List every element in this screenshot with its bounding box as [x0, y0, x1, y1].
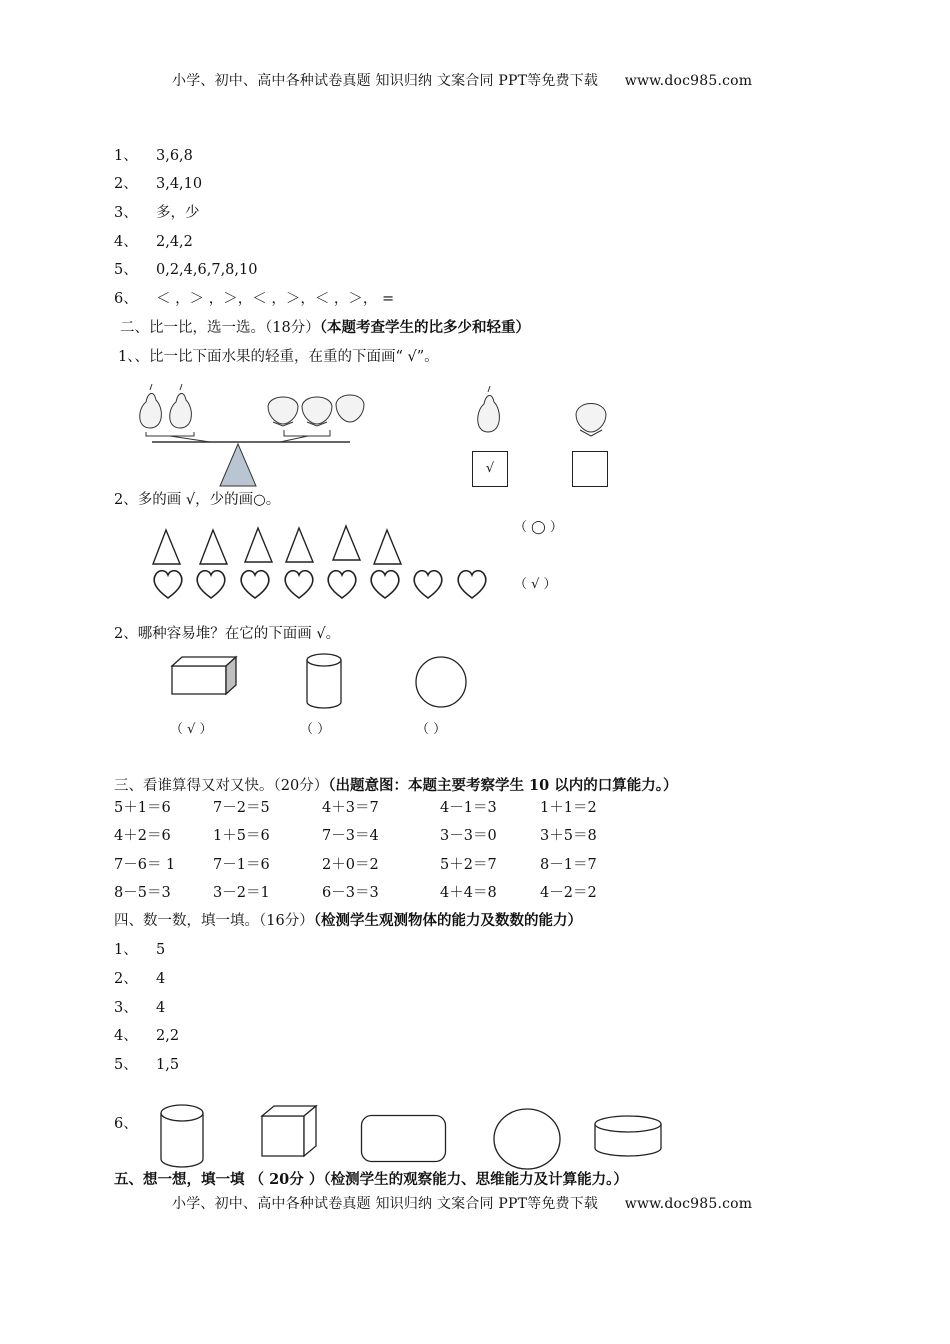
triangle-shape	[200, 530, 227, 564]
s4-item-4: 4、 2,2	[114, 1028, 180, 1044]
heart-shape	[458, 571, 486, 598]
heart-shape	[197, 571, 225, 598]
strawberry-icon	[336, 395, 364, 422]
equation: 4－2＝2	[540, 885, 597, 901]
q3-answer-cylinder: （ ）	[300, 722, 331, 737]
header-text: 小学、初中、高中各种试卷真题 知识归纳 文案合同 PPT等免费下载	[172, 73, 599, 89]
s1-item-4: 4、 2,4,2	[114, 234, 193, 250]
section3-title: 三、看谁算得又对又快。（20分）（出题意图：本题主要考察学生 10 以内的口算能力。）	[114, 777, 678, 794]
page-footer	[172, 1193, 752, 1213]
s4-item-2: 2、 4	[114, 971, 166, 987]
strawberry-icon	[302, 397, 332, 426]
equation: 4－1＝3	[440, 800, 497, 816]
answer-box-strawberry	[572, 451, 608, 487]
tall-cylinder-icon	[159, 1103, 207, 1169]
equation: 8－1＝7	[540, 857, 597, 873]
heart-shape	[328, 571, 356, 598]
s1-item-1: 1、 3,6,8	[114, 148, 193, 164]
single-strawberry-icon	[572, 398, 612, 440]
footer-text: 小学、初中、高中各种试卷真题 知识归纳 文案合同 PPT等免费下载	[172, 1196, 599, 1212]
s4-item-3: 3、 4	[114, 1000, 166, 1016]
s4-item-1: 1、 5	[114, 942, 166, 958]
equation: 5＋2＝7	[440, 857, 497, 873]
q3-answer-sphere: （ ）	[416, 722, 447, 737]
pear-icon	[140, 384, 162, 428]
section2-q3: 2、哪种容易堆？在它的下面画 √。	[114, 626, 341, 642]
equation: 1＋1＝2	[540, 800, 597, 816]
equation: 3－2＝1	[213, 885, 270, 901]
equation: 7－1＝6	[213, 857, 270, 873]
answer-box-pear: √	[472, 451, 508, 487]
s1-item-6: 6、 ＜ ，＞ ，＞，＜ ，＞，＜ ，＞， =	[114, 291, 395, 307]
circle-icon	[493, 1108, 563, 1170]
section2-q2-answer-hearts: （ √ ）	[514, 577, 557, 592]
section2-q2-answer-triangles: （ ◯ ）	[514, 520, 563, 535]
rounded-rectangle-icon	[360, 1114, 448, 1164]
triangles-row	[150, 526, 410, 568]
heart-shape	[414, 571, 442, 598]
cuboid-icon	[170, 656, 238, 696]
header-site: www.doc985.com	[624, 73, 753, 89]
single-pear-icon	[472, 384, 508, 436]
s4-item-6-label: 6、	[114, 1116, 138, 1132]
s1-item-3: 3、 多，少	[114, 205, 200, 221]
hearts-row	[150, 568, 495, 602]
s1-item-5: 5、 0,2,4,6,7,8,10	[114, 262, 258, 278]
section4-title: 四、数一数，填一填。（16分）（检测学生观测物体的能力及数数的能力）	[114, 912, 582, 929]
equation: 2＋0＝2	[322, 857, 379, 873]
equation: 3＋5＝8	[540, 828, 597, 844]
q3-answer-cuboid: （ √ ）	[170, 722, 213, 737]
s4-item-5: 5、 1,5	[114, 1057, 180, 1073]
short-cylinder-icon	[593, 1114, 665, 1160]
cylinder-icon	[305, 652, 345, 712]
section2-q2: 2、多的画 √，少的画○。	[114, 492, 281, 508]
heart-shape	[371, 571, 399, 598]
equation: 7－2＝5	[213, 800, 270, 816]
page-header	[172, 70, 752, 90]
equation: 4＋2＝6	[114, 828, 171, 844]
footer-site: www.doc985.com	[624, 1196, 753, 1212]
s1-item-2: 2、 3,4,10	[114, 176, 203, 192]
triangle-shape	[286, 528, 313, 562]
triangle-shape	[374, 530, 401, 564]
equation: 7－3＝4	[322, 828, 379, 844]
section2-q1: 1、、比一比下面水果的轻重，在重的下面画“ √”。	[118, 349, 439, 365]
equation: 4＋3＝7	[322, 800, 379, 816]
cube-icon	[260, 1104, 320, 1158]
equation: 8－5＝3	[114, 885, 171, 901]
equation: 3－3＝0	[440, 828, 497, 844]
strawberry-icon	[268, 397, 298, 426]
heart-shape	[285, 571, 313, 598]
heart-shape	[241, 571, 269, 598]
equation: 7－6＝ 1	[114, 857, 176, 873]
triangle-shape	[153, 530, 180, 564]
sphere-icon	[414, 655, 468, 709]
heart-shape	[154, 571, 182, 598]
equation: 5＋1＝6	[114, 800, 171, 816]
pear-icon	[170, 384, 192, 428]
section2-title: 二、比一比，选一选。（18分）（本题考查学生的比多少和轻重）	[120, 319, 530, 336]
equation: 6－3＝3	[322, 885, 379, 901]
balance-scale-illustration	[130, 378, 370, 490]
section5-title: 五、想一想，填一填 （ 20分 ）（检测学生的观察能力、思维能力及计算能力。）	[114, 1171, 628, 1188]
triangle-shape	[245, 528, 272, 562]
triangle-shape	[333, 526, 360, 560]
equation: 1＋5＝6	[213, 828, 270, 844]
equation: 4＋4＝8	[440, 885, 497, 901]
